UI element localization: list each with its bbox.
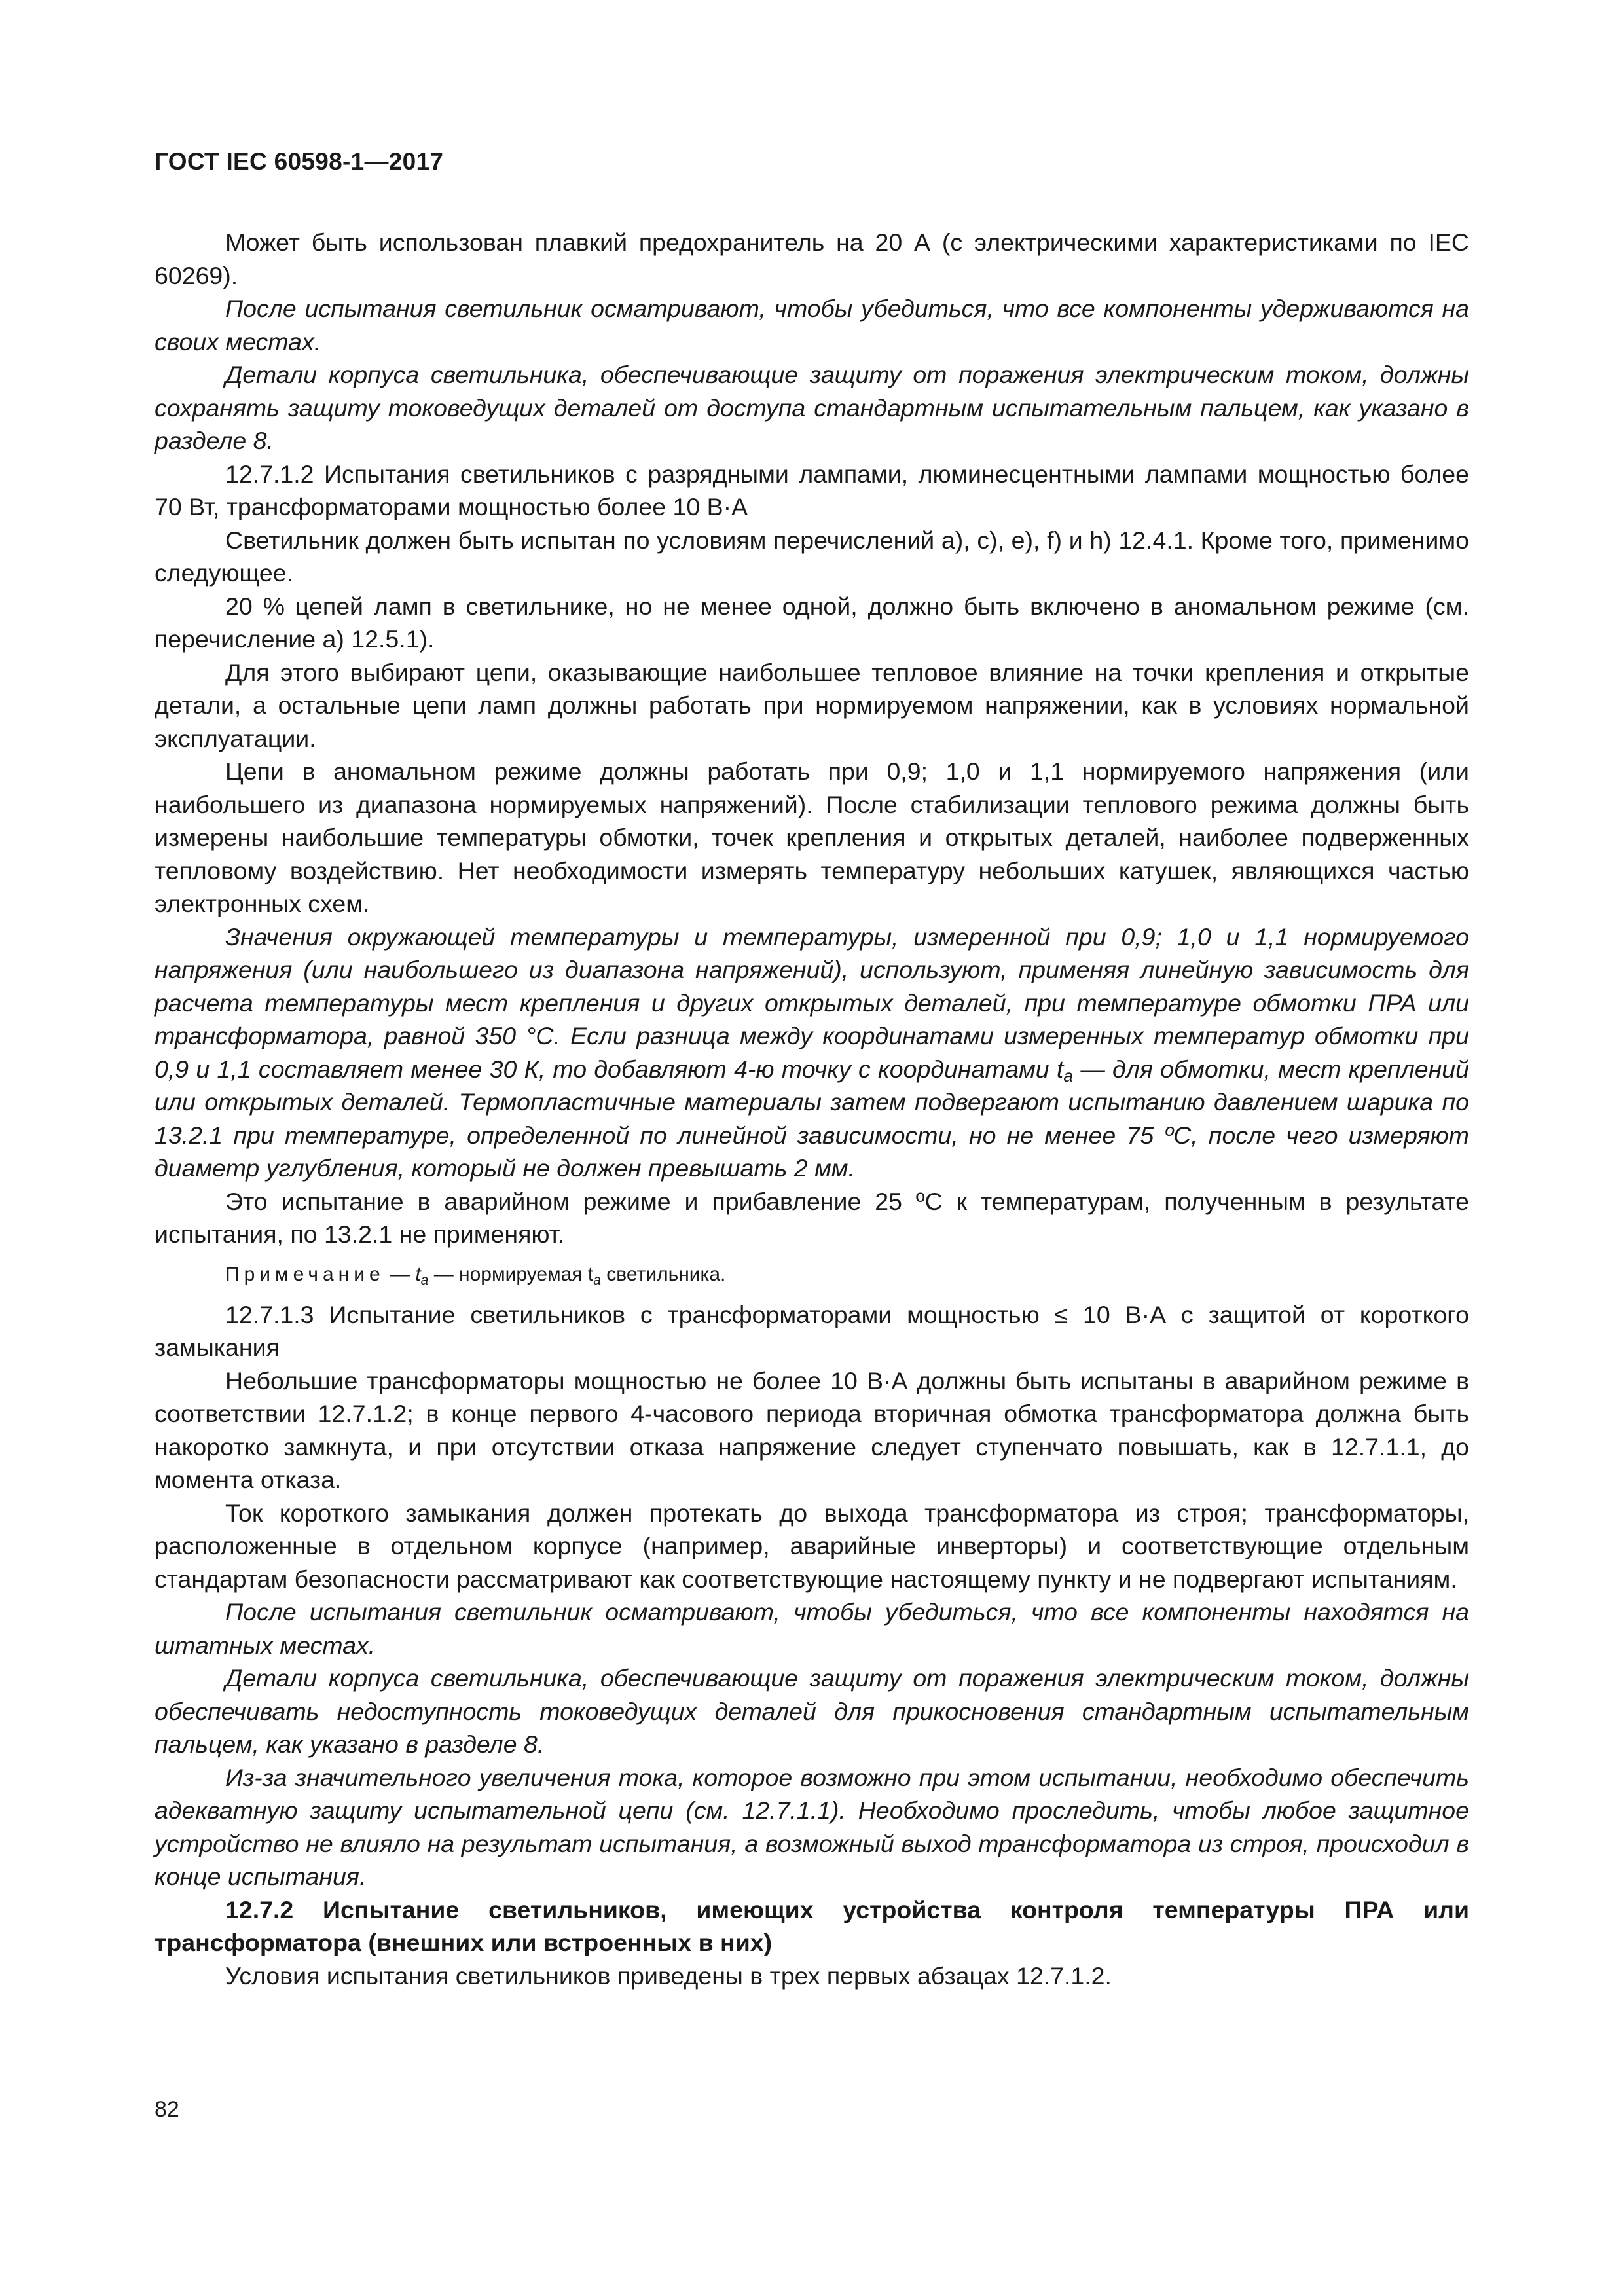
note-text-a: — t [384,1263,421,1285]
paragraph-short-circuit-current: Ток короткого замыкания должен протекать до выхода трансформатора из строя; трансформаторы, расположенные в отдельном корпусе (например, аварийные инверторы) и соответствующие отдельным стандартам безопасности рассматривают как соответствующие настоящему пункту и не подвергают испытаниям. [155,1499,1469,1593]
paragraph-fuse: Может быть использован плавкий предохранитель на 20 А (с электрическими характеристиками по IEC 60269). [155,228,1469,289]
paragraph-not-applied: Это испытание в аварийном режиме и прибавление 25 ºС к температурам, полученным в результате испытания, по 13.2.1 не применяют. [155,1187,1469,1248]
note-subscript-1: a [420,1272,429,1288]
note [155,1260,1469,1289]
document-header: ГОСТ IEC 60598-1—2017 [155,148,444,175]
paragraph-inspection-2: После испытания светильник осматривают, чтобы убедиться, что все компоненты находятся на штатных местах. [155,1598,1469,1659]
note-text-c: светильника. [600,1263,726,1285]
linear-dependence-text-b: — для обмотки, мест креплений или открытых деталей. Термопластичные материалы затем подвергают испытанию давлением шарика по 13.2.1 при температуре, определенной по линейной зависимости, но не менее 75 ºС, после чего измеряют диаметр углубления, который не должен превышать 2 мм. [155,1055,1469,1182]
paragraph-test-conditions: Светильник должен быть испытан по условиям перечислений а), с), е), f) и h) 12.4.1. Кроме того, применимо следующее. [155,526,1469,587]
paragraph-current-increase: Из-за значительного увеличения тока, которое возможно при этом испытании, необходимо обеспечить адекватную защиту испытательной цепи (см. 12.7.1.1). Необходимо проследить, чтобы любое защитное устройство не влияло на результат испытания, а возможный выход трансформатора из строя, происходил в конце испытания. [155,1763,1469,1890]
paragraph-housing-protection: Детали корпуса светильника, обеспечивающие защиту от поражения электрическим током, должны сохранять защиту токоведущих деталей от доступа стандартным испытательным пальцем, как указано в разделе 8. [155,361,1469,454]
paragraph-inspection: После испытания светильник осматривают, чтобы убедиться, что все компоненты удерживаются на своих местах. [155,295,1469,355]
note-subscript-2: a [593,1272,601,1288]
document-body [155,226,1469,1992]
page-number: 82 [155,2097,179,2122]
note-label: Примечание [225,1263,385,1285]
clause-12-7-2-heading: 12.7.2 Испытание светильников, имеющих устройства контроля температуры ПРА или трансформатора (внешних или встроенных в них) [155,1895,1469,1956]
paragraph-test-conditions-2: Условия испытания светильников приведены в трех первых абзацах 12.7.1.2. [225,1961,1112,1990]
ta-subscript: a [1063,1065,1073,1085]
paragraph-circuit-selection: Для этого выбирают цепи, оказывающие наибольшее тепловое влияние на точки крепления и открытые детали, а остальные цепи ламп должны работать при нормируемом напряжении, как в условиях нормальной эксплуатации. [155,658,1469,752]
paragraph-voltage-measurements: Цепи в аномальном режиме должны работать при 0,9; 1,0 и 1,1 нормируемого напряжения (или наибольшего из диапазона нормируемых напряжений). После стабилизации теплового режима должны быть измерены наибольшие температуры обмотки, точек крепления и открытых деталей, наиболее подверженных тепловому воздействию. Нет необходимости измерять температуру небольших катушек, являющихся частью электронных схем. [155,757,1469,917]
note-text-b: — нормируемая t [428,1263,594,1285]
clause-12-7-1-2-heading: 12.7.1.2 Испытания светильников с разрядными лампами, люминесцентными лампами мощностью более 70 Вт, трансформаторами мощностью более 10 В·А [155,460,1469,520]
paragraph-linear-dependence [155,920,1469,1185]
paragraph-small-transformers: Небольшие трансформаторы мощностью не более 10 В·А должны быть испытаны в аварийном режиме в соответствии 12.7.1.2; в конце первого 4-часового периода вторичная обмотка трансформатора должна быть накоротко замкнута, и при отсутствии отказа напряжение следует ступенчато повышать, как в 12.7.1.1, до момента отказа. [155,1366,1469,1493]
linear-dependence-text-a: Значения окружающей температуры и температуры, измеренной при 0,9; 1,0 и 1,1 нормируемого напряжения (или наибольшего из диапазона напряжений), используют, применяя линейную зависимость для расчета температуры мест крепления и других открытых деталей, при температуре обмотки ПРА или трансформатора, равной 350 °С. Если разница между координатами измеренных температур обмотки при 0,9 и 1,1 составляет менее 30 К, то добавляют 4-ю точку с координатами t [155,922,1469,1083]
clause-12-7-1-3-heading: 12.7.1.3 Испытание светильников с трансформаторами мощностью ≤ 10 В·А с защитой от короткого замыкания [155,1300,1469,1361]
paragraph-housing-protection-2: Детали корпуса светильника, обеспечивающие защиту от поражения электрическим током, должны обеспечивать недоступность токоведущих деталей для прикосновения стандартным испытательным пальцем, как указано в разделе 8. [155,1664,1469,1758]
paragraph-abnormal-circuits: 20 % цепей ламп в светильнике, но не менее одной, должно быть включено в аномальном режиме (см. перечисление а) 12.5.1). [155,592,1469,653]
